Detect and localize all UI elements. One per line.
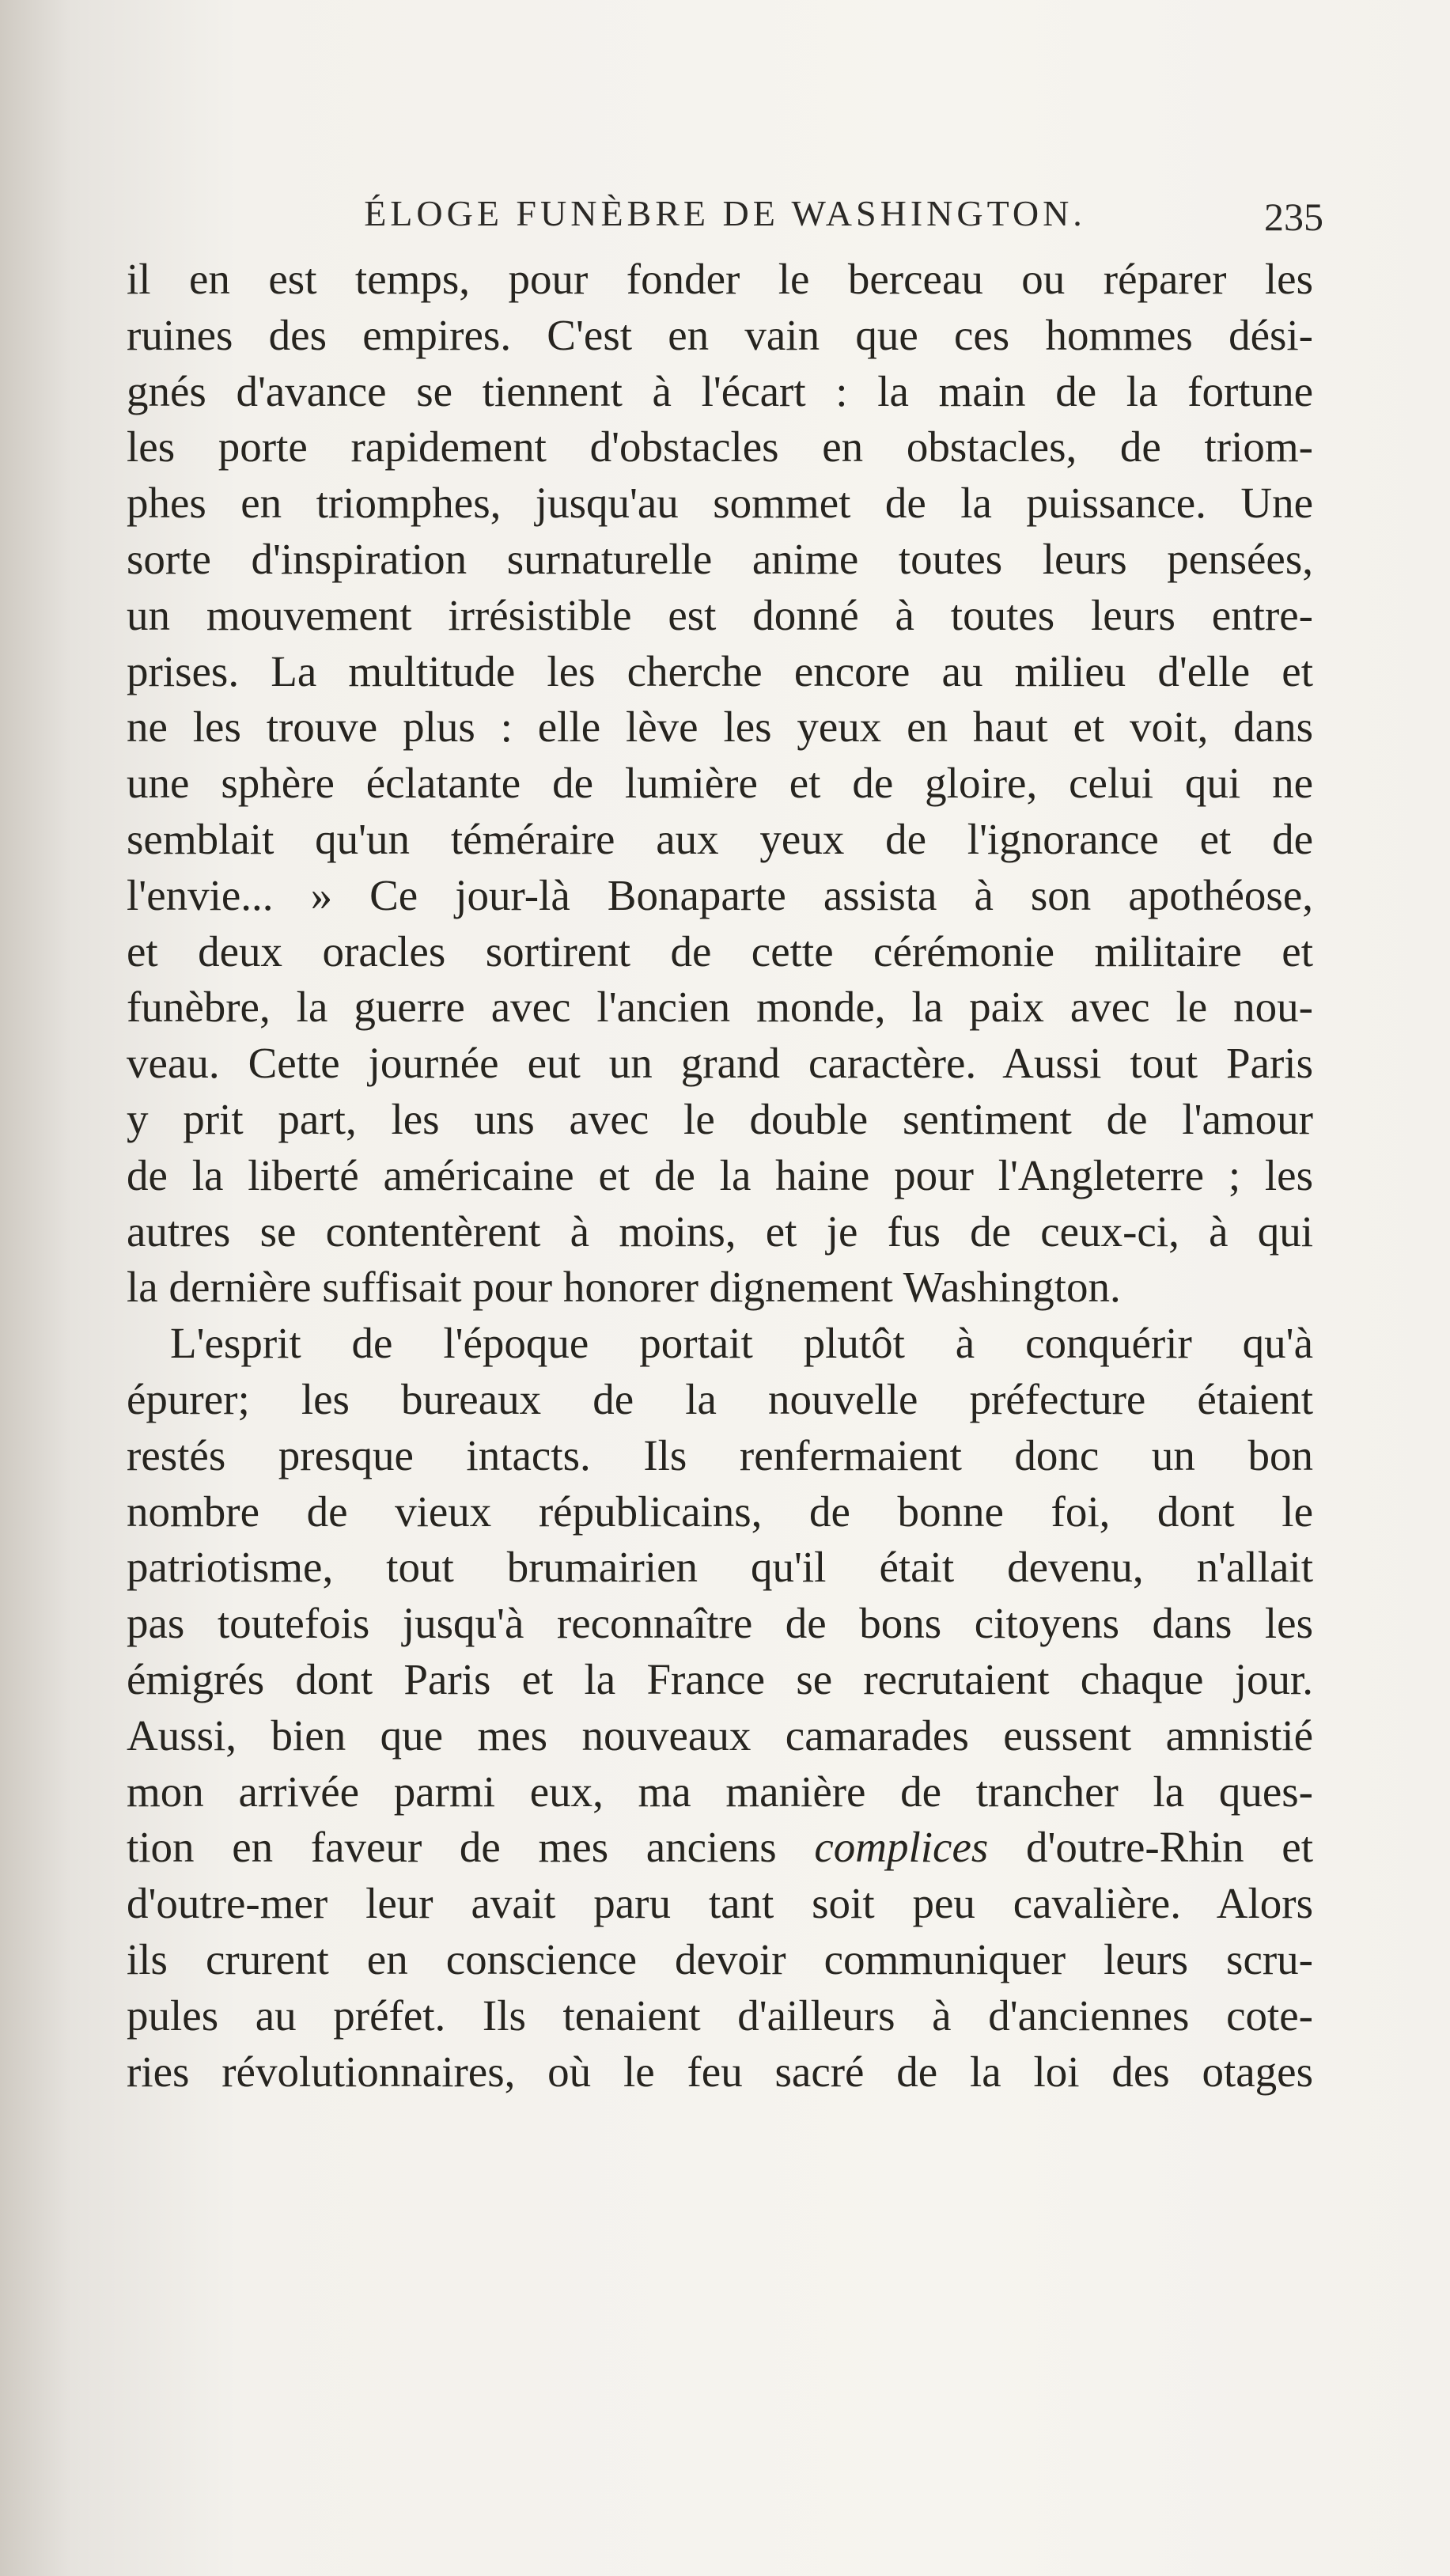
text-line: veau. Cette journée eut un grand caractère. Aussi tout Paris: [127, 1039, 1313, 1088]
text-line: ries révolutionnaires, où le feu sacré de la loi des otages: [127, 2047, 1313, 2096]
text-line: un mouvement irrésistible est donné à toutes leurs entre-: [127, 590, 1313, 639]
text-line: ne les trouve plus : elle lève les yeux en haut et voit, dans: [127, 703, 1313, 752]
text-line: ruines des empires. C'est en vain que ces hommes dési-: [127, 310, 1313, 359]
text-line: prises. La multitude les cherche encore au milieu d'elle et: [127, 646, 1313, 695]
text-line: funèbre, la guerre avec l'ancien monde, la paix avec le nou-: [127, 983, 1313, 1032]
text-segment: tion en faveur de mes anciens: [127, 1823, 815, 1872]
paragraph-end-line: la dernière suffisait pour honorer dignement Washington.: [127, 1263, 1121, 1312]
text-line: d'outre-mer leur avait paru tant soit peu cavalière. Alors: [127, 1879, 1313, 1928]
text-line: autres se contentèrent à moins, et je fus de ceux-ci, à qui: [127, 1207, 1313, 1256]
text-line: phes en triomphes, jusqu'au sommet de la puissance. Une: [127, 479, 1313, 528]
text-line: semblait qu'un téméraire aux yeux de l'ignorance et de: [127, 814, 1313, 863]
text-line: ils crurent en conscience devoir communiquer leurs scru-: [127, 1934, 1313, 1983]
running-title: ÉLOGE FUNÈBRE DE WASHINGTON.: [364, 193, 1086, 233]
text-line: gnés d'avance se tiennent à l'écart : la main de la fortune: [127, 366, 1313, 415]
running-head: [0, 192, 1450, 256]
text-line: Aussi, bien que mes nouveaux camarades eussent amnistié: [127, 1710, 1313, 1760]
text-line: patriotisme, tout brumairien qu'il était devenu, n'allait: [127, 1543, 1313, 1592]
text-line: l'envie... » Ce jour-là Bonaparte assista à son apothéose,: [127, 870, 1313, 919]
page-number: 235: [1264, 195, 1323, 239]
text-line: pas toutefois jusqu'à reconnaître de bons citoyens dans les: [127, 1599, 1313, 1648]
text-segment: d'outre-Rhin et: [988, 1823, 1314, 1872]
text-line: et deux oracles sortirent de cette cérémonie militaire et: [127, 926, 1313, 975]
text-line: nombre de vieux républicains, de bonne foi, dont le: [127, 1487, 1313, 1536]
text-line: les porte rapidement d'obstacles en obstacles, de triom-: [127, 422, 1313, 472]
text-line: épurer; les bureaux de la nouvelle préfecture étaient: [127, 1374, 1313, 1423]
body-text: [127, 252, 1313, 2100]
paragraph-start-line: L'esprit de l'époque portait plutôt à conquérir qu'à: [170, 1319, 1313, 1368]
text-line: mon arrivée parmi eux, ma manière de trancher la ques-: [127, 1767, 1313, 1816]
text-line: une sphère éclatante de lumière et de gloire, celui qui ne: [127, 759, 1313, 808]
text-line: sorte d'inspiration surnaturelle anime toutes leurs pensées,: [127, 534, 1313, 583]
text-line: pules au préfet. Ils tenaient d'ailleurs à d'anciennes cote-: [127, 1991, 1313, 2040]
italic-word: complices: [814, 1823, 989, 1872]
text-line: restés presque intacts. Ils renfermaient donc un bon: [127, 1430, 1313, 1479]
text-line: y prit part, les uns avec le double sentiment de l'amour: [127, 1094, 1313, 1143]
text-line: émigrés dont Paris et la France se recrutaient chaque jour.: [127, 1654, 1313, 1703]
text-line-with-italic: [127, 1820, 1313, 1876]
text-line: il en est temps, pour fonder le berceau ou réparer les: [127, 255, 1313, 303]
text-line: de la liberté américaine et de la haine pour l'Angleterre ; les: [127, 1150, 1313, 1199]
